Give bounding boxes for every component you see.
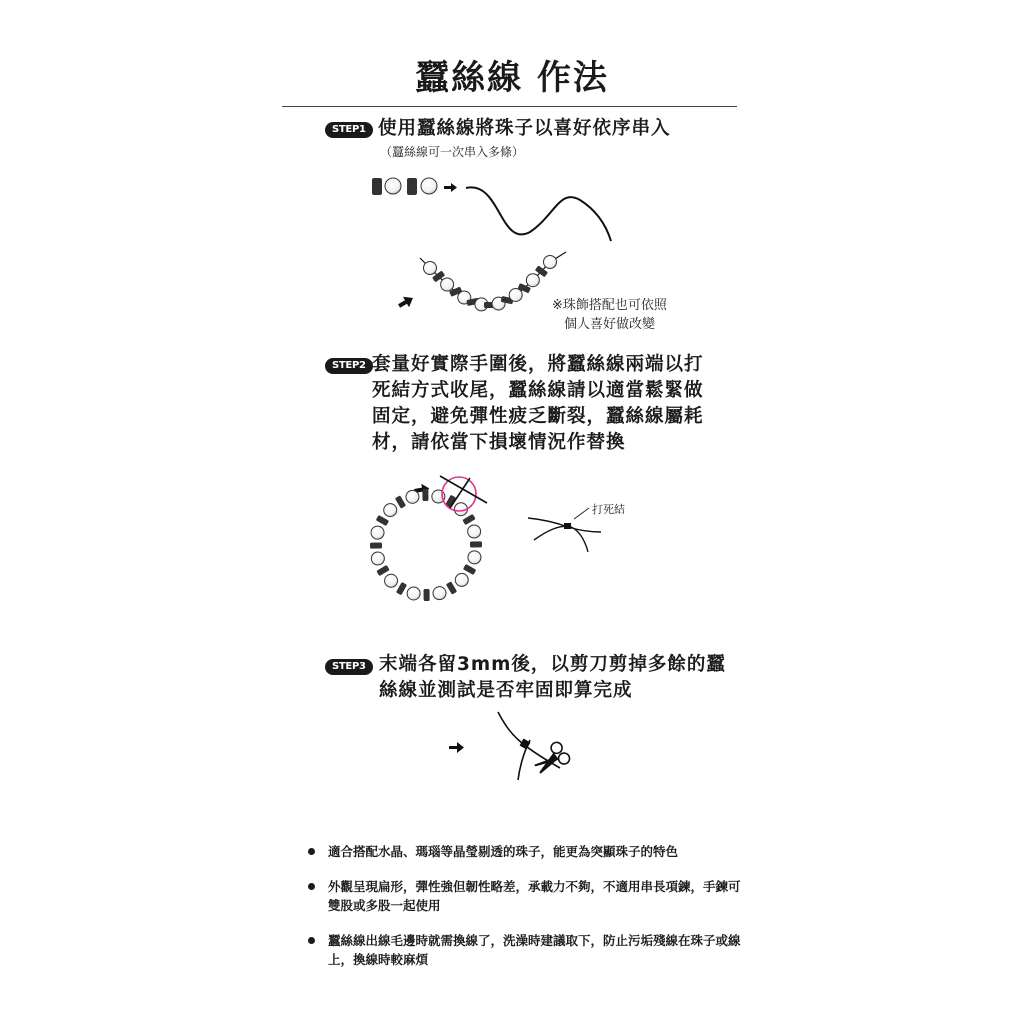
step1-text: 使用蠶絲線將珠子以喜好依序串入 [378,118,671,139]
tip-item [306,931,746,969]
spacer-bead-icon [470,541,482,547]
pearl-bead-icon [526,274,539,287]
step1-bead-row [372,178,437,195]
step1-bead-strand [420,252,566,311]
pearl-bead-icon [371,526,384,539]
scissors-icon [531,740,572,779]
arrow-right-icon [396,293,416,311]
step2-line: 固定，避免彈性疲乏斷裂，蠶絲線屬耗 [372,406,704,427]
tip-text: 蠶絲線出線毛邊時就需換線了，洗澡時建議取下，防止污垢殘線在珠子或線上，換線時較麻煩 [328,933,741,967]
step2-line: 套量好實際手圍後，將蠶絲線兩端以打 [372,354,704,375]
pearl-bead-icon [468,551,481,564]
bullet-dot-icon [308,937,315,944]
silk-cord [466,187,611,241]
spacer-bead-icon [376,565,389,576]
step3-badge: STEP3 [325,659,373,675]
step3-line: 絲線並測試是否牢固即算完成 [379,680,633,701]
bullet-dot-icon [308,848,315,855]
pearl-bead-icon [544,256,557,269]
cut-illustration [498,712,572,780]
step1-badge: STEP1 [325,122,373,138]
page-title: 蠶絲線 作法 [415,58,609,98]
pearl-bead-icon [421,178,437,194]
spacer-bead-icon [446,581,457,594]
spacer-bead-icon [396,582,407,595]
spacer-bead-icon [372,178,382,195]
bullet-dot-icon [308,883,315,890]
cord-end [440,476,487,503]
step2-line: 死結方式收尾，蠶絲線請以適當鬆緊做 [372,380,704,401]
pearl-bead-icon [384,504,397,517]
arrow-right-icon [444,183,457,192]
tips-list [306,842,746,985]
step1-subtext: （蠶絲線可一次串入多條） [380,145,525,159]
spacer-bead-icon [376,515,389,526]
step2-line: 材，請依當下損壞情況作替換 [372,432,626,453]
pearl-bead-icon [406,490,419,503]
tip-text: 外觀呈現扁形，彈性強但韌性略差，承載力不夠，不適用串長項鍊，手鍊可雙股或多股一起使用 [328,879,741,913]
arrow-right-icon [449,742,464,753]
tip-item [306,877,746,915]
pearl-bead-icon [424,262,437,275]
pearl-bead-icon [371,552,384,565]
pearl-bead-icon [441,278,454,291]
spacer-bead-icon [370,543,382,549]
spacer-bead-icon [462,514,475,525]
pearl-bead-icon [455,573,468,586]
tip-text: 適合搭配水晶、瑪瑙等晶瑩剔透的珠子，能更為突顯珠子的特色 [328,844,679,859]
tip-item [306,842,746,861]
spacer-bead-icon [463,564,476,575]
step1-note-line1: ※珠飾搭配也可依照 [552,298,667,313]
spacer-bead-icon [407,178,417,195]
step2-bracelet [370,489,482,601]
spacer-bead-icon [422,489,428,501]
knot-detail [528,508,601,552]
pearl-bead-icon [385,574,398,587]
knot-label: 打死結 [592,503,625,516]
spacer-bead-icon [395,495,406,508]
pearl-bead-icon [433,587,446,600]
step1-note-line2: 個人喜好做改變 [564,317,656,332]
knot-icon [564,523,571,529]
pearl-bead-icon [468,525,481,538]
spacer-bead-icon [424,589,430,601]
step2-badge: STEP2 [325,358,373,374]
pearl-bead-icon [509,288,522,301]
pearl-bead-icon [407,587,420,600]
pearl-bead-icon [385,178,401,194]
step3-line: 末端各留3mm後，以剪刀剪掉多餘的蠶 [379,654,726,675]
